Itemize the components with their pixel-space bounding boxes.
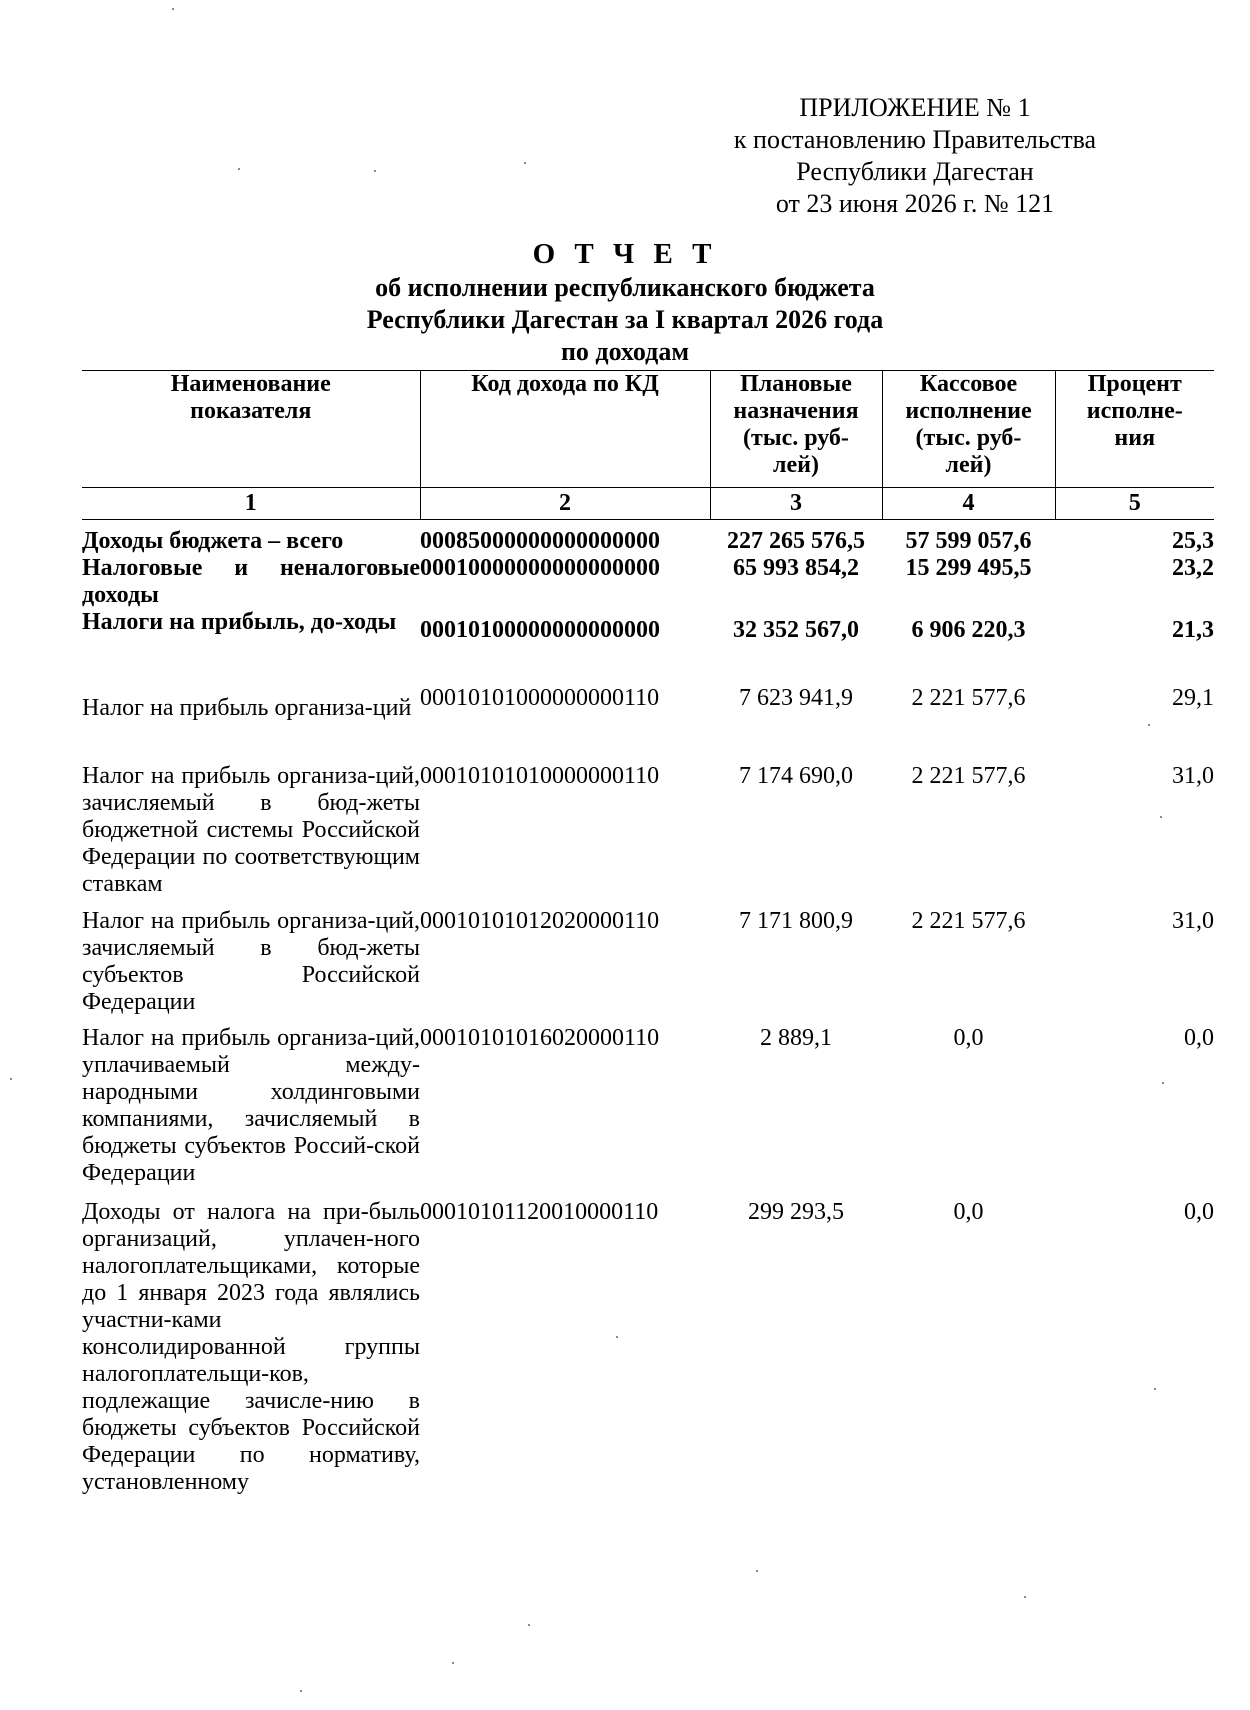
row-name: Налоговые и неналоговые доходы [82,555,420,608]
row-percent: 29,1 [1172,685,1214,711]
column-number: 3 [710,488,882,520]
table-row [82,763,1214,908]
scan-speck [172,8,174,10]
row-percent: 21,3 [1172,617,1214,643]
row-code: 00010101016020000110 [420,1025,660,1051]
scan-speck [756,1570,758,1572]
report-subtitle-2: Республики Дагестан за I квартал 2026 года [366,305,884,334]
row-name: Налог на прибыль организа-ций, зачисляемый в бюд-жеты субъектов Российской Федерации [82,908,420,1015]
scan-speck [1154,1388,1156,1390]
row-plan: 227 265 576,5 [727,528,865,554]
scan-speck [300,1690,302,1692]
scan-speck [1162,1082,1164,1084]
row-code: 00010101000000000110 [420,685,660,711]
table-row [82,609,1214,683]
row-percent: 0,0 [1184,1199,1214,1225]
table-row [82,520,1214,556]
scan-speck [616,1336,618,1338]
row-name: Налог на прибыль организа-ций, уплачиваемый между-народными холдинговыми компаниями, зачисляемый в бюджеты субъектов Россий-ской Федерации [82,1025,420,1186]
row-fact: 2 221 577,6 [911,685,1026,711]
row-plan: 299 293,5 [748,1199,844,1225]
column-number: 2 [420,488,710,520]
scan-speck [524,162,526,164]
row-fact: 2 221 577,6 [911,908,1026,934]
appendix-block [690,92,1140,220]
row-name: Доходы бюджета – всего [82,528,344,554]
scan-speck [1160,816,1162,818]
row-code: 00010000000000000000 [420,555,660,581]
scan-speck [374,170,376,172]
row-fact: 15 299 495,5 [905,555,1032,581]
row-fact: 0,0 [953,1025,984,1051]
row-percent: 0,0 [1184,1025,1214,1051]
row-code: 00010101010000000110 [420,763,660,789]
row-fact: 2 221 577,6 [911,763,1026,789]
column-number: 5 [1055,488,1214,520]
scan-speck [452,1662,454,1664]
table-header-row [82,371,1214,488]
scan-speck [10,1078,12,1080]
table-row [82,1199,1214,1524]
header-fact: Кассовое исполнение (тыс. руб-лей) [882,371,1055,488]
report-heading: О Т Ч Е Т [532,238,718,270]
header-percent: Процент исполне-ния [1055,371,1214,488]
scan-speck [1024,1596,1026,1598]
revenue-table [82,370,1214,1524]
row-plan: 7 171 800,9 [739,908,853,934]
row-percent: 31,0 [1172,908,1214,934]
row-plan: 2 889,1 [760,1025,832,1051]
row-fact: 57 599 057,6 [905,528,1032,554]
row-code: 00085000000000000000 [420,528,660,554]
report-title [0,236,1250,368]
row-fact: 0,0 [953,1199,984,1225]
column-number-row [82,488,1214,520]
report-subtitle-3: по доходам [560,337,690,366]
scan-speck [1148,724,1150,726]
report-subtitle-1: об исполнении республиканского бюджета [375,273,875,302]
appendix-number: ПРИЛОЖЕНИЕ № 1 [799,93,1031,122]
row-plan: 65 993 854,2 [733,555,859,581]
row-code: 00010100000000000000 [420,617,660,643]
scan-speck [238,168,240,170]
appendix-decree: к постановлению Правительства [733,125,1097,154]
row-plan: 7 623 941,9 [739,685,853,711]
row-name: Налог на прибыль организа-ций [82,695,412,721]
row-percent: 25,3 [1172,528,1214,554]
row-fact: 6 906 220,3 [911,617,1026,643]
row-percent: 23,2 [1172,555,1214,581]
column-number: 4 [882,488,1055,520]
row-code: 00010101120010000110 [420,1199,659,1225]
row-plan: 7 174 690,0 [739,763,853,789]
row-code: 00010101012020000110 [420,908,660,934]
header-name: Наименование показателя [82,371,420,488]
column-number: 1 [82,488,420,520]
scan-speck [528,1624,530,1626]
header-plan: Плановые назначения (тыс. руб-лей) [710,371,882,488]
appendix-republic: Республики Дагестан [796,157,1034,186]
row-plan: 32 352 567,0 [733,617,859,643]
table-row [82,1025,1214,1199]
table-row [82,555,1214,609]
table-row [82,908,1214,1025]
table-row [82,683,1214,763]
row-name: Налоги на прибыль, до-ходы [82,609,397,635]
row-name: Налог на прибыль организа-ций, зачисляемый в бюд-жеты бюджетной системы Российской Федерации по соответствующим ставкам [82,763,420,897]
row-percent: 31,0 [1172,763,1214,789]
row-name: Доходы от налога на при-быль организаций, уплачен-ного налогоплательщиками, которые до 1 января 2023 года являлись участни-ками консолидированной группы налогоплательщи-ков, подлежащие зачисле-нию в бюджеты субъектов Российской Федерации по нормативу, установленному [82,1199,420,1495]
appendix-date: от 23 июня 2026 г. № 121 [775,189,1055,218]
header-code: Код дохода по КД [420,371,710,488]
